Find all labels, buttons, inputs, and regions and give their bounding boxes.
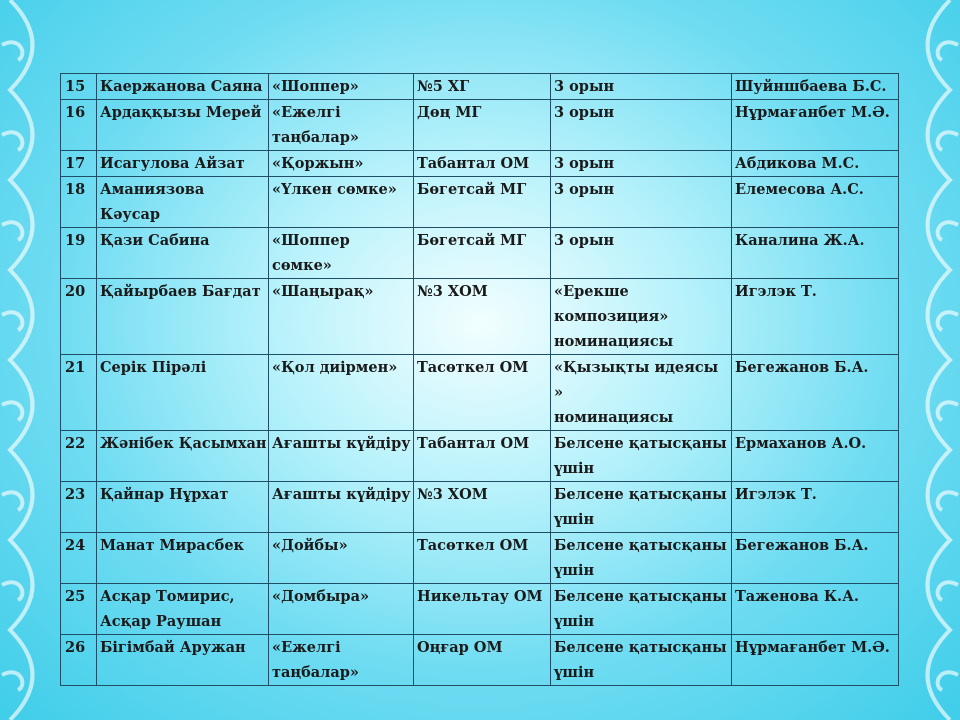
row-number: 21 <box>61 355 97 431</box>
result: 3 орын <box>551 74 732 100</box>
school: Бөгетсай МГ <box>414 177 551 228</box>
work-title: «Қоржын» <box>269 151 414 177</box>
row-number: 25 <box>61 584 97 635</box>
school: №5 ХГ <box>414 74 551 100</box>
row-number: 26 <box>61 635 97 686</box>
school: Никельтау ОМ <box>414 584 551 635</box>
result: Белсене қатысқаны үшін <box>551 584 732 635</box>
teacher: Нұрмағанбет М.Ә. <box>732 100 899 151</box>
teacher: Игэлэк Т. <box>732 482 899 533</box>
teacher: Нұрмағанбет М.Ә. <box>732 635 899 686</box>
participant-name: Исагулова Айзат <box>97 151 269 177</box>
participant-name: Каержанова Саяна <box>97 74 269 100</box>
participant-name: Жәнібек Қасымхан <box>97 431 269 482</box>
work-title: «Шаңырақ» <box>269 279 414 355</box>
row-number: 24 <box>61 533 97 584</box>
left-ornament-border <box>0 0 60 720</box>
table-row <box>61 228 899 279</box>
result: Белсене қатысқаны үшін <box>551 431 732 482</box>
teacher: Шуйншбаева Б.С. <box>732 74 899 100</box>
table-row <box>61 177 899 228</box>
participant-name: Асқар Томирис, Асқар Раушан <box>97 584 269 635</box>
table-row <box>61 74 899 100</box>
school: Тасөткел ОМ <box>414 355 551 431</box>
work-title: Ағашты күйдіру <box>269 431 414 482</box>
ornament-pattern-icon <box>0 0 60 720</box>
row-number: 17 <box>61 151 97 177</box>
work-title: «Ежелгі таңбалар» <box>269 635 414 686</box>
result: «Ерекше композиция» номинациясы <box>551 279 732 355</box>
teacher: Бегежанов Б.А. <box>732 355 899 431</box>
table-row <box>61 279 899 355</box>
participant-name: Қази Сабина <box>97 228 269 279</box>
work-title: «Ежелгі таңбалар» <box>269 100 414 151</box>
work-title: «Шоппер сөмке» <box>269 228 414 279</box>
school: №3 ХОМ <box>414 482 551 533</box>
participant-name: Қайырбаев Бағдат <box>97 279 269 355</box>
work-title: «Қол диірмен» <box>269 355 414 431</box>
school: Бөгетсай МГ <box>414 228 551 279</box>
participant-name: Серік Пірәлі <box>97 355 269 431</box>
teacher: Каналина Ж.А. <box>732 228 899 279</box>
work-title: «Шоппер» <box>269 74 414 100</box>
row-number: 18 <box>61 177 97 228</box>
result: 3 орын <box>551 151 732 177</box>
table-row <box>61 635 899 686</box>
table-row <box>61 100 899 151</box>
result: 3 орын <box>551 177 732 228</box>
participant-name: Қайнар Нұрхат <box>97 482 269 533</box>
ornament-pattern-icon <box>900 0 960 720</box>
school: Оңғар ОМ <box>414 635 551 686</box>
result: Белсене қатысқаны үшін <box>551 635 732 686</box>
participant-name: Аманиязова Кәусар <box>97 177 269 228</box>
teacher: Елемесова А.С. <box>732 177 899 228</box>
school: Тасөткел ОМ <box>414 533 551 584</box>
teacher: Игэлэк Т. <box>732 279 899 355</box>
school: №3 ХОМ <box>414 279 551 355</box>
result: Белсене қатысқаны үшін <box>551 533 732 584</box>
result: 3 орын <box>551 228 732 279</box>
table-row <box>61 151 899 177</box>
row-number: 23 <box>61 482 97 533</box>
right-ornament-border <box>900 0 960 720</box>
row-number: 19 <box>61 228 97 279</box>
row-number: 16 <box>61 100 97 151</box>
participant-name: Манат Мирасбек <box>97 533 269 584</box>
table-row <box>61 533 899 584</box>
result: 3 орын <box>551 100 732 151</box>
school: Табантал ОМ <box>414 431 551 482</box>
results-table <box>60 73 899 686</box>
row-number: 15 <box>61 74 97 100</box>
work-title: «Дойбы» <box>269 533 414 584</box>
results-table-container <box>60 73 898 686</box>
row-number: 20 <box>61 279 97 355</box>
work-title: «Үлкен сөмке» <box>269 177 414 228</box>
teacher: Ермаханов А.О. <box>732 431 899 482</box>
table-row <box>61 482 899 533</box>
participant-name: Ардаққызы Мерей <box>97 100 269 151</box>
table-row <box>61 584 899 635</box>
teacher: Таженова К.А. <box>732 584 899 635</box>
result: «Қызықты идеясы » номинациясы <box>551 355 732 431</box>
table-row <box>61 431 899 482</box>
school: Табантал ОМ <box>414 151 551 177</box>
teacher: Бегежанов Б.А. <box>732 533 899 584</box>
school: Дөң МГ <box>414 100 551 151</box>
work-title: «Домбыра» <box>269 584 414 635</box>
result: Белсене қатысқаны үшін <box>551 482 732 533</box>
table-row <box>61 355 899 431</box>
teacher: Абдикова М.С. <box>732 151 899 177</box>
participant-name: Бігімбай Аружан <box>97 635 269 686</box>
work-title: Ағашты күйдіру <box>269 482 414 533</box>
row-number: 22 <box>61 431 97 482</box>
